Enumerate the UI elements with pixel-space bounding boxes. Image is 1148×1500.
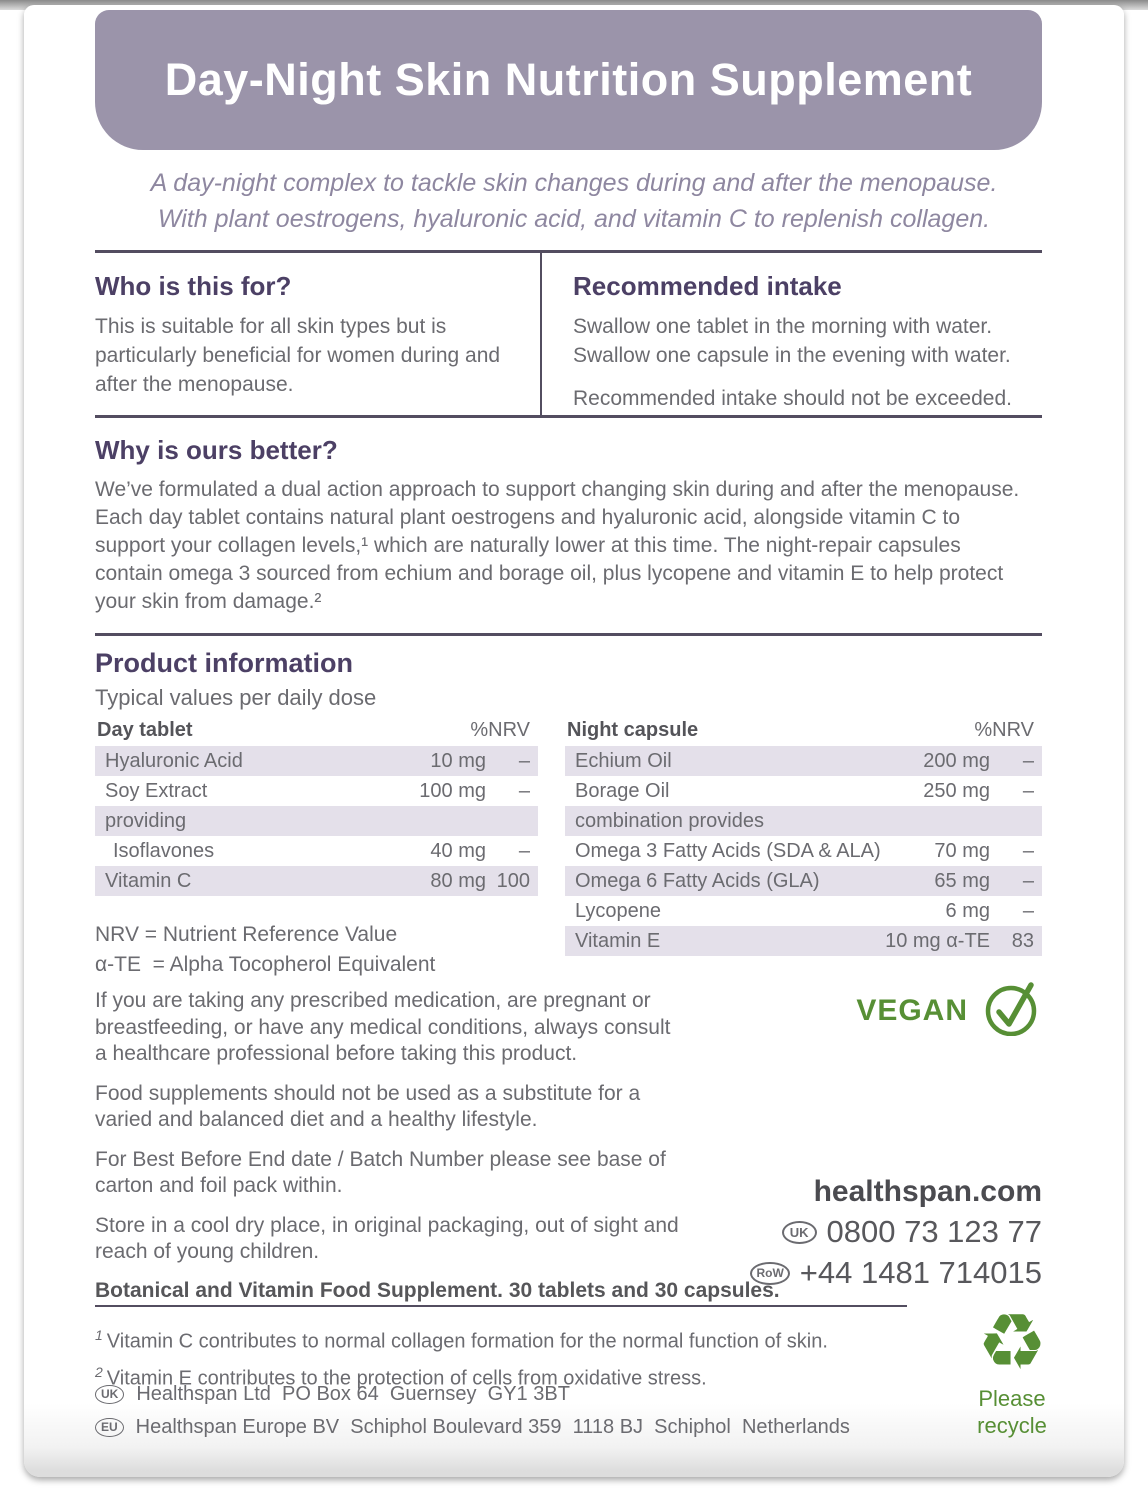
- address-text: Healthspan Europe BV Schiphol Boulevard 359 1118 BJ Schiphol Netherlands: [135, 1416, 850, 1438]
- table-row: [565, 836, 1042, 866]
- row-amount: 80 mg: [430, 869, 486, 892]
- table-row: [95, 776, 538, 806]
- intro-tagline: [24, 165, 1124, 237]
- footnote: $^1$ Vitamin C contributes to normal collagen formation for the normal function of skin.: [95, 1327, 828, 1353]
- address-line: [95, 1383, 955, 1406]
- row-nrv: –: [1022, 839, 1034, 862]
- row-nrv: 83: [1011, 929, 1034, 952]
- night-capsule-table: [565, 717, 1042, 956]
- vegan-label: VEGAN: [856, 993, 968, 1027]
- row-nrv: –: [1022, 869, 1034, 892]
- who-body: This is suitable for all skin types but is particularly beneficial for women during and after the menopause.: [95, 315, 501, 396]
- table-row: [565, 896, 1042, 926]
- footnote-number: 1: [95, 1327, 103, 1343]
- row-nutrient-name: Omega 6 Fatty Acids (GLA): [575, 869, 820, 892]
- supplement-description: Botanical and Vitamin Food Supplement. 30 tablets and 30 capsules.: [95, 1278, 780, 1302]
- row-section-label: combination provides: [575, 809, 764, 832]
- why-heading: Why is ours better?: [95, 435, 338, 465]
- row-nutrient-name: Lycopene: [575, 899, 661, 922]
- row-nutrient-name: Soy Extract: [105, 779, 208, 802]
- intro-line-1: A day-night complex to tackle skin changes during and after the menopause.: [150, 169, 998, 197]
- row-amount: 40 mg: [430, 839, 486, 862]
- footnote-number: 2: [95, 1363, 103, 1380]
- address-line: [95, 1416, 955, 1439]
- row-nutrient-name: Hyaluronic Acid: [105, 749, 243, 772]
- day-table-nrv-header: %NRV: [470, 718, 530, 741]
- divider-top: [95, 250, 1042, 253]
- row-nutrient-name: Isoflavones: [113, 839, 215, 862]
- who-heading: Who is this for?: [95, 271, 292, 301]
- night-table-rows: [565, 746, 1042, 956]
- warning-paragraph: Food supplements should not be used as a substitute for a varied and balanced diet and a healthy lifestyle.: [95, 1081, 641, 1131]
- row-nrv: –: [1022, 779, 1034, 802]
- night-table-nrv-header: %NRV: [974, 718, 1034, 741]
- footnote: $^2$ Vitamin E contributes to the protection of cells from oxidative stress.: [95, 1363, 707, 1390]
- row-phone-number: +44 1481 714015: [799, 1255, 1042, 1290]
- intake-heading: Recommended intake: [573, 271, 842, 301]
- vegan-check-icon: [982, 980, 1042, 1041]
- table-row: [565, 776, 1042, 806]
- warning-paragraph: If you are taking any prescribed medication, are pregnant or breastfeeding, or have any medical conditions, always consult a healthcare professional before taking this product.: [95, 989, 671, 1065]
- column-divider: [540, 251, 542, 416]
- row-region-badge: RoW: [750, 1262, 789, 1285]
- row-nutrient-name: Borage Oil: [575, 779, 670, 802]
- uk-phone-line: [750, 1214, 1042, 1250]
- contact-block: [750, 1175, 1042, 1291]
- row-amount: 70 mg: [934, 839, 990, 862]
- uk-region-badge: UK: [782, 1221, 817, 1244]
- section-why: [95, 435, 1020, 616]
- row-phone-line: [750, 1255, 1042, 1291]
- section-who: [95, 271, 520, 399]
- row-amount: 10 mg: [430, 749, 486, 772]
- intake-line-1: Swallow one tablet in the morning with water.: [573, 315, 993, 338]
- row-nrv: –: [518, 839, 530, 862]
- day-table-header: [95, 717, 538, 743]
- table-row: [565, 866, 1042, 896]
- row-nutrient-name: Vitamin C: [105, 869, 192, 892]
- address-text: Healthspan Ltd PO Box 64 Guernsey GY1 3BT: [136, 1383, 570, 1405]
- row-amount: 6 mg: [945, 899, 990, 922]
- row-nrv: –: [1022, 899, 1034, 922]
- row-amount: 100 mg: [419, 779, 486, 802]
- table-row: [565, 806, 1042, 836]
- table-row: [95, 836, 538, 866]
- divider-mid-1: [95, 415, 1042, 418]
- row-nrv: –: [1022, 749, 1034, 772]
- region-badge: UK: [95, 1385, 124, 1404]
- row-amount: 200 mg: [923, 749, 990, 772]
- intake-line-2: Swallow one capsule in the evening with water.: [573, 344, 1011, 367]
- recycle-icon: ♻: [977, 1298, 1047, 1388]
- recycle-label: Please recycle: [977, 1386, 1047, 1438]
- table-row: [565, 746, 1042, 776]
- row-nutrient-name: Vitamin E: [575, 929, 661, 952]
- row-nutrient-name: Omega 3 Fatty Acids (SDA & ALA): [575, 839, 881, 862]
- why-body: We’ve formulated a dual action approach to support changing skin during and after the menopause. Each day tablet contains natural plant oestrogens and hyaluronic acid, alongside vitamin C to support your collagen levels,¹ which are naturally lower at this time. The night-repair capsules contain omega 3 sourced from echium and borage oil, plus lycopene and vitamin E to help protect your skin from damage.²: [95, 478, 1020, 613]
- row-nrv: 100: [496, 869, 530, 892]
- section-intake: [573, 271, 1043, 413]
- night-table-title: Night capsule: [567, 718, 699, 741]
- addresses-block: [95, 1383, 955, 1449]
- divider-mid-2: [95, 633, 1042, 636]
- row-amount: 65 mg: [934, 869, 990, 892]
- table-row: [95, 806, 538, 836]
- page-title: Day-Night Skin Nutrition Supplement: [164, 54, 973, 105]
- product-info-heading: Product information: [95, 648, 353, 678]
- region-badge: EU: [95, 1418, 124, 1437]
- row-nrv: –: [518, 749, 530, 772]
- row-section-label: providing: [105, 809, 187, 832]
- warning-paragraph: Store in a cool dry place, in original packaging, out of sight and reach of young children.: [95, 1213, 679, 1263]
- row-nutrient-name: Echium Oil: [575, 749, 672, 772]
- table-row: [565, 926, 1042, 956]
- table-row: [95, 866, 538, 896]
- label-card: [24, 5, 1124, 1477]
- intake-warning: Recommended intake should not be exceeded.: [573, 387, 1012, 410]
- warning-paragraphs: [95, 988, 685, 1266]
- row-nrv: –: [518, 779, 530, 802]
- website-url: healthspan.com: [813, 1175, 1042, 1208]
- recycle-block: [952, 1298, 1072, 1439]
- day-table-title: Day tablet: [97, 718, 193, 741]
- day-table-rows: [95, 746, 538, 896]
- title-banner: [95, 10, 1042, 150]
- warning-paragraph: For Best Before End date / Batch Number please see base of carton and foil pack within.: [95, 1147, 666, 1197]
- day-tablet-table: [95, 717, 538, 896]
- table-abbreviation-notes: [95, 920, 435, 980]
- vegan-badge: [856, 980, 1042, 1041]
- row-amount: 250 mg: [923, 779, 990, 802]
- uk-phone-number: 0800 73 123 77: [826, 1214, 1042, 1249]
- ate-note: α-TE = Alpha Tocopherol Equivalent: [95, 953, 436, 976]
- table-row: [95, 746, 538, 776]
- nrv-note: NRV = Nutrient Reference Value: [95, 923, 398, 946]
- intro-line-2: With plant oestrogens, hyaluronic acid, and vitamin C to replenish collagen.: [157, 205, 991, 233]
- divider-bottom: [95, 1305, 907, 1307]
- night-table-header: [565, 717, 1042, 743]
- row-amount: 10 mg α-TE: [885, 929, 990, 952]
- product-info-subheading: Typical values per daily dose: [95, 685, 377, 710]
